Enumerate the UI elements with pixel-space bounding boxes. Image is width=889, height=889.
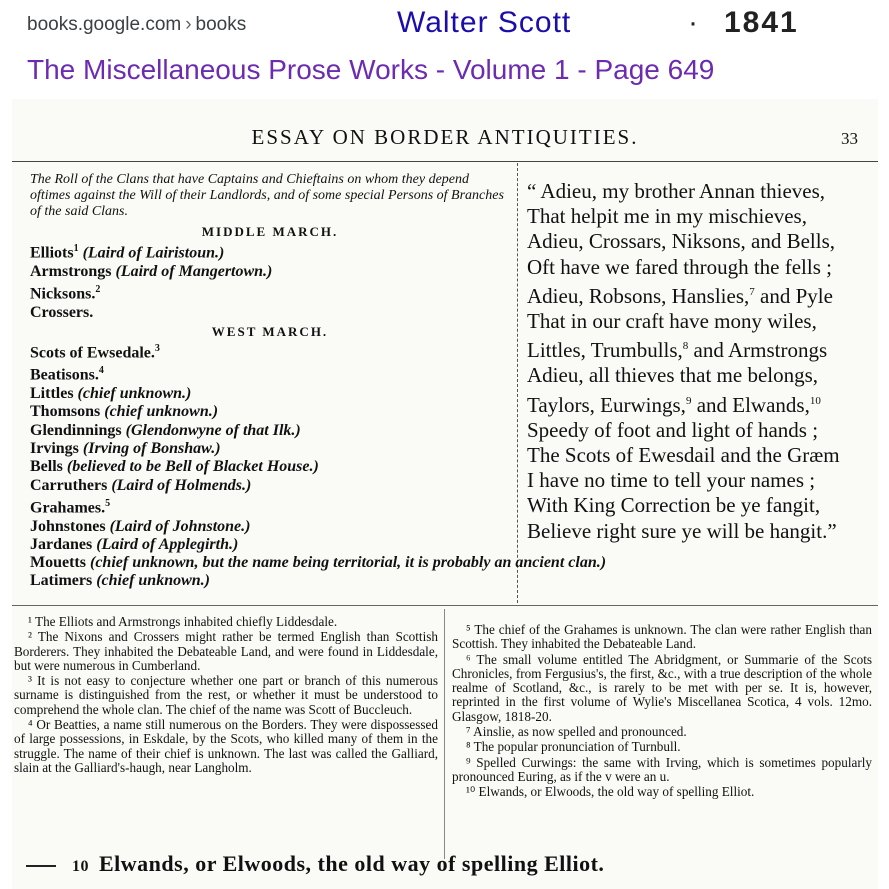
verse-text: Adieu, Robsons, Hanslies, <box>527 283 750 308</box>
clan-note: (chief unknown.) <box>92 572 210 590</box>
verse-line <box>527 280 877 309</box>
verse-text: That helpit me in my mischieves, <box>527 204 807 229</box>
clan-entry <box>30 440 510 458</box>
clan-entry <box>30 240 510 263</box>
clan-name: Bells <box>30 458 63 476</box>
clan-name: Beatisons. <box>30 366 99 384</box>
footnote: ¹⁰ Elwands, or Elwoods, the old way of spelling Elliot. <box>466 784 755 800</box>
verse-line <box>527 229 877 254</box>
enlarged-footnote <box>12 851 878 881</box>
verse-column <box>527 179 877 544</box>
footnotes-left <box>14 615 438 776</box>
clan-note: (Laird of Mangertown.) <box>111 262 273 280</box>
enlarged-footnote-number: 10 <box>72 858 89 875</box>
verse-text: “ Adieu, my brother Annan thieves, <box>527 179 826 203</box>
breadcrumb-domain[interactable]: books.google.com <box>27 14 182 35</box>
clan-note: (Glendonwyne of that Ilk.) <box>121 421 301 439</box>
clan-note: (chief unknown, but the name being territorial, it is probably an ancient clan.) <box>85 554 607 572</box>
result-header <box>0 0 889 95</box>
clan-entry <box>30 554 607 572</box>
verse-text: The Scots of Ewesdail and the Græm <box>527 443 840 468</box>
verse-line <box>527 334 877 363</box>
clan-entry <box>30 281 510 304</box>
clan-name: Thomsons <box>30 403 101 421</box>
clan-entry <box>30 385 510 403</box>
middle-march-list <box>30 240 510 322</box>
running-head: ESSAY ON BORDER ANTIQUITIES. <box>251 125 639 149</box>
verse-text: Taylors, Eurwings, <box>527 392 686 417</box>
footnote-marker: 2 <box>95 283 101 295</box>
footnote-marker: 1 <box>73 243 79 254</box>
page-number: 33 <box>841 129 858 148</box>
verse-line <box>527 309 877 334</box>
enlarged-footnote-text: Elwands, or Elwoods, the old way of spelling Elliot. <box>99 851 605 876</box>
author-year-separator: · <box>688 6 698 39</box>
clan-entry <box>30 422 510 440</box>
clan-entry <box>30 304 510 322</box>
clan-entry <box>30 403 510 421</box>
verse-text: and Armstrongs <box>688 338 828 363</box>
clan-name: Crossers. <box>30 303 94 321</box>
verse-text: That in our craft have mony wiles, <box>527 309 817 334</box>
clan-entry <box>30 518 510 536</box>
footnote-dash <box>26 865 56 867</box>
footnote: ³ It is not easy to conjecture whether one part or branch of this numerous surname is distinguished from the rest, or whether it must be understood to comprehend the whole clan. The chief of the name was Scott of Buccleuch. <box>14 673 438 717</box>
footnote-marker: 9 <box>685 394 692 407</box>
clan-name: Armstrongs <box>30 262 112 280</box>
clan-name: Jardanes <box>30 535 93 553</box>
clan-note: (Irving of Bonshaw.) <box>78 439 221 457</box>
head-rule <box>12 161 878 162</box>
clan-name: Latimers <box>30 572 93 590</box>
breadcrumb-separator: › <box>185 14 192 35</box>
clan-entry <box>30 263 510 281</box>
clan-entry <box>30 340 510 363</box>
author-name[interactable]: Walter Scott <box>397 6 572 39</box>
clan-entry <box>30 572 510 590</box>
verse-text: Speedy of foot and light of hands ; <box>527 417 819 442</box>
verse-line <box>527 519 877 544</box>
verse-text: I have no time to tell your names ; <box>527 468 816 493</box>
clan-name: Scots of Ewsedale. <box>30 344 155 362</box>
book-title-link[interactable]: The Miscellaneous Prose Works - Volume 1 - Page 649 <box>27 54 715 85</box>
footnote: ² The Nixons and Crossers might rather be termed English than Scottish Borderers. They inhabited the Debateable Land, and were found in Liddesdale, but were numerous in Cumberland. <box>14 629 438 673</box>
verse-line <box>527 418 877 443</box>
verse-text: Adieu, all thieves that me belongs, <box>527 363 819 388</box>
verse-line <box>527 468 877 493</box>
verse-text: Littles, Trumbulls, <box>527 338 683 363</box>
footnote: ⁶ The small volume entitled The Abridgment, or Summarie of the Scots Chronicles, from Fergusius's, the first, &c., with a true description of the whole realme of Scotland, &c., is rarely to be met with per se. It is, however, reprinted in the first volume of Wylie's Miscellanea Scotica, 4 vols. 12mo. Glasgow, 1818-20. <box>452 651 872 724</box>
column-divider <box>517 163 519 603</box>
verse-line <box>527 363 877 388</box>
footnote: ⁹ Spelled Curwings: the same with Irving, which is sometimes popularly pronounced Euring, as if the v were an u. <box>452 754 872 784</box>
clan-entry <box>30 362 510 385</box>
footnote-divider <box>444 609 446 859</box>
clan-name: Mouetts <box>30 554 86 572</box>
clan-note: (Laird of Applegirth.) <box>92 535 239 553</box>
clan-name: Elliots <box>30 244 74 262</box>
clan-note: (chief unknown.) <box>100 403 219 421</box>
clan-note: (Laird of Johnstone.) <box>105 517 251 535</box>
publication-year: 1841 <box>724 6 799 39</box>
footnote-marker: 4 <box>98 365 104 377</box>
verse-line <box>527 443 877 468</box>
clan-note: (believed to be Bell of Blacket House.) <box>62 458 319 476</box>
clan-entry <box>30 458 510 476</box>
clan-name: Grahames. <box>30 499 106 517</box>
footnote-rule <box>12 605 878 606</box>
clan-entry <box>30 536 510 554</box>
footnote-marker: 3 <box>154 342 160 354</box>
footnotes-right <box>452 623 872 801</box>
verse-line <box>527 179 877 204</box>
breadcrumb-path[interactable]: books <box>195 14 247 35</box>
footnote-marker: 10 <box>809 394 821 407</box>
footnote: ⁵ The chief of the Grahames is unknown. The clan were rather English than Scottish. They inhabited the Debateable Land. <box>452 622 872 652</box>
verse-text: Adieu, Crossars, Niksons, and Bells, <box>527 229 835 254</box>
verse-text: and Pyle <box>754 283 833 308</box>
footnote: ⁷ Ainslie, as now spelled and pronounced. <box>466 724 687 740</box>
clan-name: Glendinnings <box>30 421 122 439</box>
verse-line <box>527 389 877 418</box>
scanned-page <box>12 99 878 889</box>
verse-line <box>527 493 877 518</box>
clan-entry <box>30 495 510 518</box>
clan-name: Nicksons. <box>30 285 96 303</box>
verse-line <box>527 255 877 280</box>
clan-name: Irvings <box>30 439 79 457</box>
verse-text: Oft have we fared through the fells ; <box>527 254 832 279</box>
footnote-marker: 7 <box>749 285 755 298</box>
footnote: ¹ The Elliots and Armstrongs inhabited chiefly Liddesdale. <box>28 614 338 629</box>
verse-line <box>527 204 877 229</box>
clan-name: Littles <box>30 385 74 403</box>
clan-entry <box>30 477 510 495</box>
verse-text: Believe right sure ye will be hangit.” <box>527 518 837 543</box>
verse-text: With King Correction be ye fangit, <box>527 493 821 518</box>
footnote: ⁸ The popular pronunciation of Turnbull. <box>466 739 681 755</box>
clan-note: (Laird of Lairistoun.) <box>78 244 225 262</box>
west-march-heading: WEST MARCH. <box>211 323 329 339</box>
clan-note: (chief unknown.) <box>73 385 192 403</box>
clan-note: (Laird of Holmends.) <box>107 476 252 494</box>
footnote: ⁴ Or Beatties, a name still numerous on the Borders. They were dispossessed of large possessions, in Eskdale, by the Scots, who killed many of them in the struggle. The name of their chief is unknown. The last was called the Galliard, slain at the Galliard's-haugh, near Langholm. <box>14 717 438 775</box>
middle-march-heading: MIDDLE MARCH. <box>201 224 339 239</box>
clan-name: Johnstones <box>30 517 106 535</box>
breadcrumb[interactable] <box>27 14 246 36</box>
roll-intro: The Roll of the Clans that have Captains and Chieftains on whom they depend oftimes against the Will of their Landlords, and of some special Persons of Branches of the said Clans. <box>30 172 504 219</box>
clan-name: Carruthers <box>30 476 108 494</box>
footnote-marker: 8 <box>682 340 689 353</box>
verse-text: and Elwands, <box>691 392 810 417</box>
footnote-marker: 5 <box>105 497 111 509</box>
